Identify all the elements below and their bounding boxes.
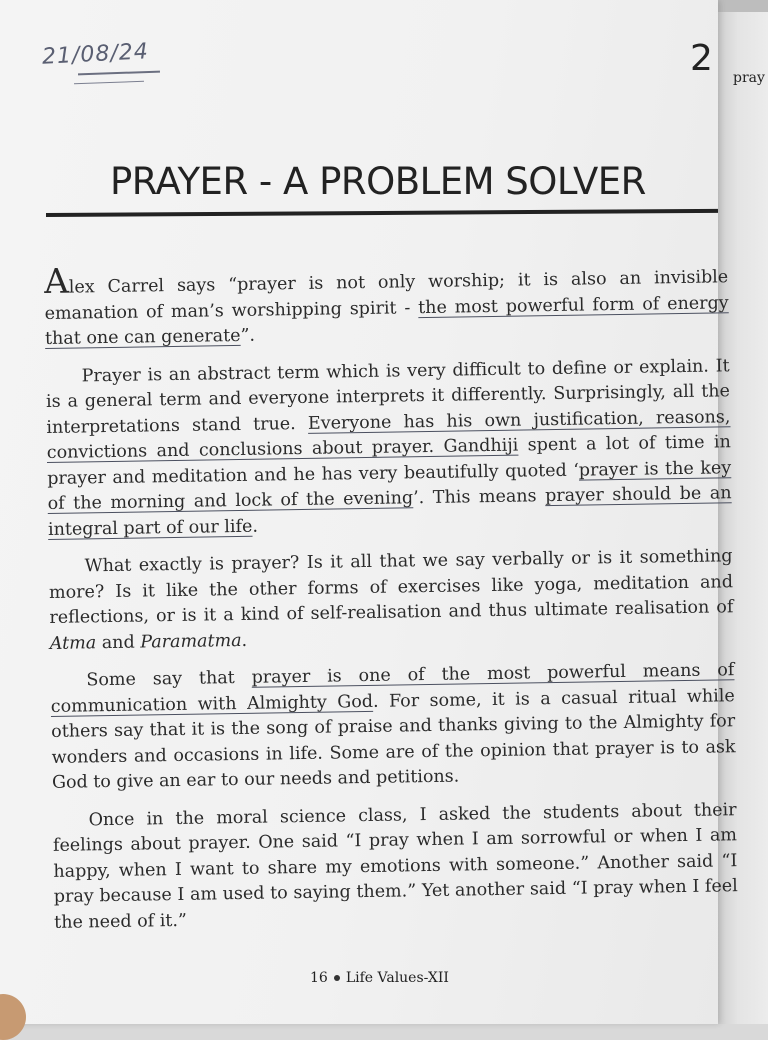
p4-text-a: Some say that xyxy=(86,667,252,691)
chapter-body xyxy=(44,261,739,948)
date-underline xyxy=(78,71,160,76)
date-underline-second xyxy=(74,81,144,84)
p2-text-d: . xyxy=(252,516,259,537)
p1-text-a: lex Carrel says “prayer is not only worship; it is also an invisible emanation of man’s worshipping spirit - xyxy=(44,267,729,324)
paragraph-4 xyxy=(50,658,736,796)
p1-text-b: ”. xyxy=(240,325,256,346)
p2-underlined-a: Everyone has his own justification, reasons, convictions and conclusions about prayer. Gandhiji xyxy=(46,406,731,463)
p2-text-a: Prayer is an abstract term which is very difficult to define or explain. It is a general term and everyone interprets it differently. Surprisingly, all the interpretations stand true. xyxy=(45,355,731,438)
paragraph-2 xyxy=(45,354,732,543)
handwritten-date: 21/08/24 xyxy=(41,39,150,70)
drop-cap: A xyxy=(43,261,70,302)
chapter-title: PRAYER - A PROBLEM SOLVER xyxy=(110,160,646,203)
p3-text-c: . xyxy=(241,630,248,651)
p3-text-a: What exactly is prayer? Is it all that we say verbally or is it something more? Is it like the other forms of exercises like yoga, meditation and reflections, or is it a kind of self-realisation and thus ultimate realisation of xyxy=(48,546,734,628)
p2-underlined-b: prayer is the key of the morning and lock of the evening xyxy=(47,457,732,514)
p2-text-c: ’. This means xyxy=(413,486,546,509)
p2-underlined-c: prayer should be an integral part of our life xyxy=(47,483,732,540)
title-rule xyxy=(46,209,718,217)
bullet-dot-icon xyxy=(334,975,340,981)
paragraph-1 xyxy=(44,261,729,352)
page-footer xyxy=(310,970,449,986)
p4-text-b: . For some, it is a casual ritual while others say that it is the song of praise and thanks giving to the Almighty for wonders and occasions in life. Some are of the opinion that prayer is to ask God to give an ear to our needs and petitions. xyxy=(51,685,736,793)
book-title: Life Values-XII xyxy=(345,970,449,986)
paragraph-5 xyxy=(52,798,738,936)
p1-underlined: the most powerful form of energy that one can generate xyxy=(44,292,729,349)
p3-text-b: and xyxy=(96,632,141,653)
p2-text-b: spent a lot of time in prayer and meditation and he has very beautifully quoted ‘ xyxy=(47,432,731,489)
p3-italic-atma: Atma xyxy=(49,632,97,654)
background-strip xyxy=(712,0,768,12)
p4-underlined: prayer is one of the most powerful means of communication with Almighty God xyxy=(50,660,735,717)
p5-text: Once in the moral science class, I asked the students about their feelings about prayer. One said “I pray when I am sorrowful or when I am happy, when I want to share my emotions with someone.” Another said “I pray because I am used to saying them.” Yet another said “I pray when I feel the need of it.” xyxy=(52,799,738,933)
next-page-word: pray xyxy=(733,70,765,86)
paragraph-3 xyxy=(48,544,734,657)
page-number: 16 xyxy=(310,970,328,986)
p3-italic-paramatma: Paramatma xyxy=(140,630,242,653)
chapter-number: 2 xyxy=(690,38,713,79)
